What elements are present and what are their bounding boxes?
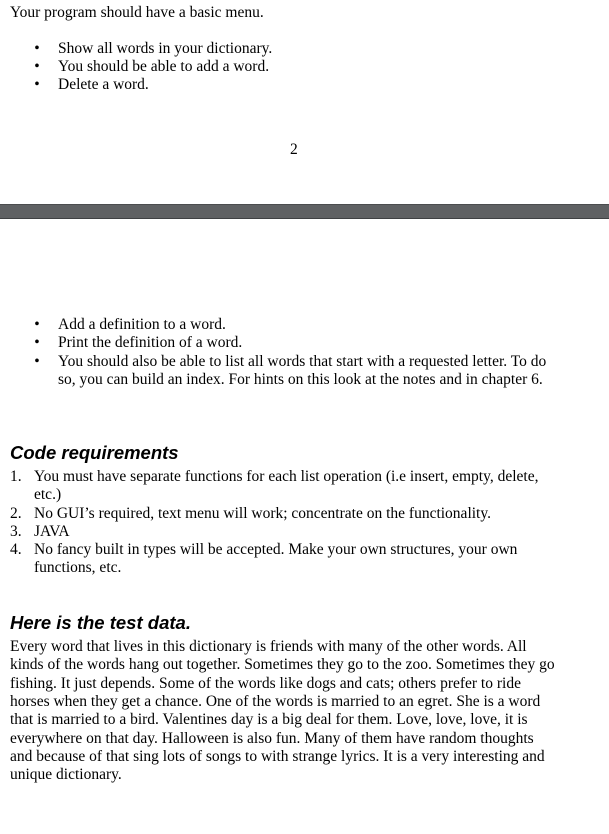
paragraph-line: fishing. It just depends. Some of the words like dogs and cats; others prefer to ride [10, 675, 521, 692]
paragraph-line: unique dictionary. [10, 766, 122, 783]
item-text: No fancy built in types will be accepted. Make your own structures, your own [34, 541, 518, 558]
item-number: 2. [10, 505, 22, 522]
item-number: 4. [10, 541, 22, 558]
bullet-icon: • [34, 40, 40, 57]
intro-text: Your program should have a basic menu. [10, 4, 264, 21]
paragraph-line: horses when they get a chance. One of the words is married to an egret. She is a word [10, 693, 541, 710]
list-item-text: Print the definition of a word. [58, 334, 243, 351]
page-number: 2 [290, 141, 298, 158]
list-item-text: Delete a word. [58, 76, 149, 93]
code-requirements-heading: Code requirements [10, 442, 179, 463]
list-item-text: Show all words in your dictionary. [58, 40, 273, 57]
list-item-text: You should be able to add a word. [58, 58, 270, 75]
paragraph-line: everywhere on that day. Halloween is also fun. Many of them have random thoughts [10, 730, 534, 747]
list-item-text: Add a definition to a word. [58, 316, 226, 333]
item-text: etc.) [34, 486, 62, 503]
page-separator [0, 204, 609, 219]
paragraph-line: that is married to a bird. Valentines day is a big deal for them. Love, love, love, it is [10, 711, 528, 728]
bullet-icon: • [34, 334, 40, 351]
paragraph-line: Every word that lives in this dictionary is friends with many of the other words. All [10, 638, 527, 655]
item-text: JAVA [34, 523, 70, 540]
paragraph-line: and because of that sing lots of songs to with strange lyrics. It is a very interesting and [10, 748, 545, 765]
paragraph-line: kinds of the words hang out together. Sometimes they go to the zoo. Sometimes they go [10, 656, 555, 673]
list-item-text: You should also be able to list all words that start with a requested letter. To do [58, 353, 547, 370]
bullet-icon: • [34, 58, 40, 75]
item-number: 1. [10, 468, 22, 485]
item-text: functions, etc. [34, 559, 122, 576]
item-text: No GUI’s required, text menu will work; concentrate on the functionality. [34, 505, 491, 522]
bullet-icon: • [34, 353, 40, 370]
bullet-icon: • [34, 76, 40, 93]
bullet-icon: • [34, 316, 40, 333]
item-text: You must have separate functions for each list operation (i.e insert, empty, delete, [34, 468, 539, 485]
list-item-text: so, you can build an index. For hints on this look at the notes and in chapter 6. [58, 371, 543, 388]
item-number: 3. [10, 523, 22, 540]
test-data-heading: Here is the test data. [10, 612, 191, 633]
